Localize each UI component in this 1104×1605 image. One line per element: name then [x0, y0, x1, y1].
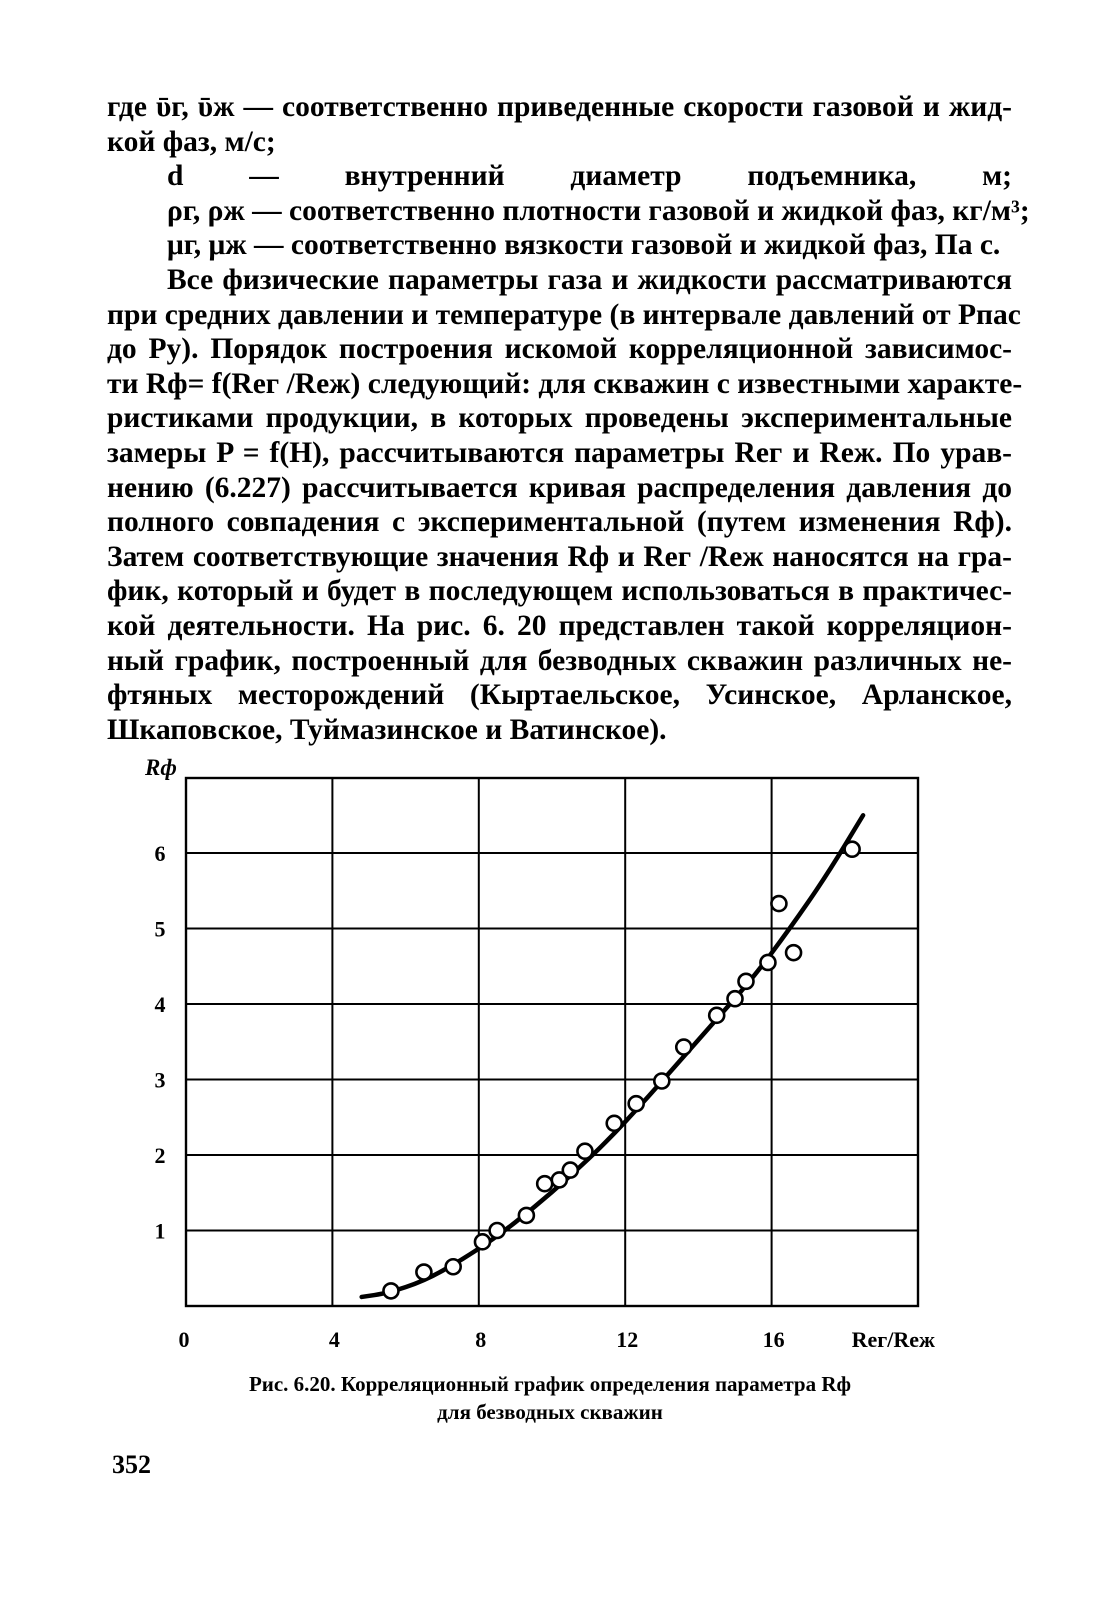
y-tick-label: 5	[154, 916, 166, 942]
body-line: Шкаповское, Туймазинское и Ватинское).	[107, 713, 667, 746]
data-point	[446, 1259, 461, 1274]
y-tick-label: 6	[154, 841, 166, 866]
data-point	[771, 896, 786, 911]
data-point	[629, 1096, 644, 1111]
body-line: Все физические параметры газа и жидкости рассматриваются	[167, 263, 1012, 296]
data-point	[537, 1176, 552, 1191]
page-number: 352	[112, 1450, 151, 1479]
body-line: d — внутренний диаметр подъемника, м;	[167, 160, 1012, 193]
data-point	[519, 1208, 534, 1223]
x-axis-label: Reг/Reж	[851, 1327, 935, 1352]
body-line: полного совпадения с экспериментальной (путем изменения Rф).	[107, 506, 1012, 539]
data-point	[490, 1223, 505, 1238]
body-line: где ῡг, ῡж — соответственно приведенные скорости газовой и жид-	[107, 91, 1012, 123]
plot-frame	[186, 778, 918, 1306]
body-line: замеры P = f(H), рассчитываются параметры Reг и Reж. По урав-	[107, 436, 1012, 469]
body-line: при средних давлении и температуре (в интервале давлений от Pпас	[107, 298, 1021, 331]
data-point	[654, 1074, 669, 1089]
x-tick-label: 0	[178, 1327, 190, 1352]
body-line: кой деятельности. На рис. 6. 20 представлен такой корреляцион-	[107, 609, 1012, 642]
body-line: ристиками продукции, в которых проведены экспериментальные	[107, 402, 1012, 435]
body-line: μг, μж — соответственно вязкости газовой и жидкой фаз, Па с.	[167, 229, 1001, 262]
x-tick-label: 8	[475, 1327, 487, 1352]
data-point	[607, 1116, 622, 1131]
data-point	[416, 1265, 431, 1280]
data-point	[563, 1163, 578, 1178]
data-point	[728, 991, 743, 1006]
body-line: фтяных месторождений (Кыртаельское, Усинское, Арланское,	[107, 679, 1012, 712]
x-tick-label: 4	[328, 1327, 340, 1352]
fit-curve	[362, 815, 863, 1297]
figure-caption-line-2: для безводных скважин	[437, 1400, 663, 1424]
data-point	[676, 1040, 691, 1055]
body-line: ρг, ρж — соответственно плотности газовой и жидкой фаз, кг/м³;	[167, 194, 1030, 227]
body-line: до Pу). Порядок построения искомой корреляционной зависимос-	[107, 333, 1012, 366]
data-point	[845, 842, 860, 857]
x-tick-label: 16	[762, 1327, 785, 1352]
body-line: Затем соответствующие значения Rф и Reг /Reж наносятся на гра-	[107, 540, 1012, 573]
y-tick-label: 2	[154, 1143, 166, 1168]
data-point	[383, 1283, 398, 1298]
data-point	[475, 1234, 490, 1249]
y-tick-label: 3	[154, 1067, 166, 1093]
y-axis-label: Rф	[145, 755, 177, 780]
data-point	[552, 1172, 567, 1187]
body-text	[107, 90, 1030, 747]
body-line: ти Rф= f(Reг /Reж) следующий: для скважин с известными характе-	[107, 367, 1023, 400]
body-line: кой фаз, м/с;	[107, 125, 276, 158]
data-point	[709, 1008, 724, 1023]
body-line: ный график, построенный для безводных скважин различных не-	[107, 644, 1012, 677]
body-line: фик, который и будет в последующем использоваться в практичес-	[107, 575, 1012, 608]
data-point	[786, 945, 801, 960]
body-line: нению (6.227) рассчитывается кривая распределения давления до	[107, 471, 1012, 504]
y-tick-label: 1	[154, 1218, 166, 1244]
figure-caption-line-1: Рис. 6.20. Корреляционный график определения параметра Rф	[248, 1372, 852, 1396]
data-point	[760, 955, 775, 970]
data-point	[738, 974, 753, 989]
x-tick-label: 12	[616, 1327, 639, 1352]
data-point	[577, 1144, 592, 1159]
y-tick-label: 4	[154, 992, 166, 1017]
